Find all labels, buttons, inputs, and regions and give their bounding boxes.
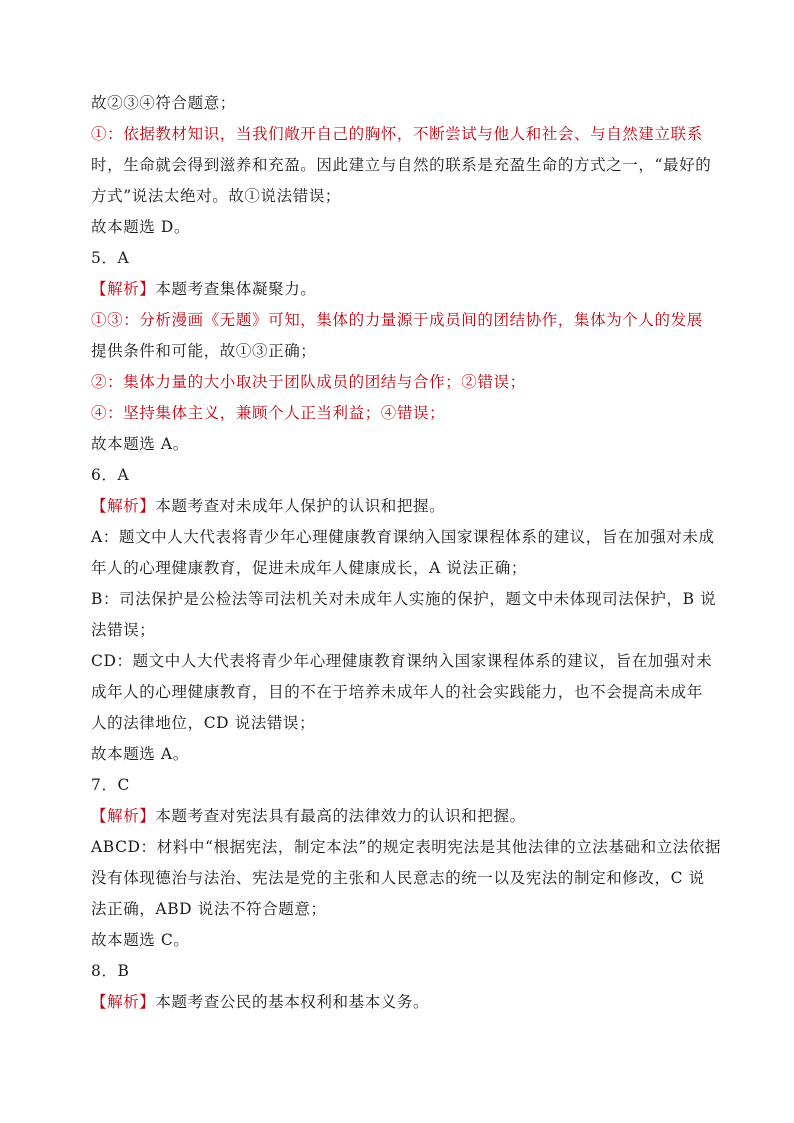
text-line: 故②③④符合题意； [91,94,236,112]
text-line: ②：集体力量的大小取决于团队成员的团结与合作；②错误； [91,373,526,391]
text-line: 8．B [91,962,130,980]
text-line: ①③：分析漫画《无题》可知，集体的力量源于成员间的团结协作，集体为个人的发展 [91,311,703,329]
text-line [91,274,706,305]
document-page [91,88,722,1018]
text-line: 故本题选 C。 [91,931,190,949]
text-line: 5．A [91,249,130,267]
text-line: 成年人的心理健康教育，目的不在于培养未成年人的社会实践能力，也不会提高未成年 [91,683,703,701]
analysis-label: 【解析】 [91,993,156,1011]
text-line: 故本题选 A。 [91,435,189,453]
text-line: B：司法保护是公检法等司法机关对未成年人实施的保护，题文中未体现司法保护，B 说 [91,590,717,608]
text-line: A：题文中人大代表将青少年心理健康教育课纳入国家课程体系的建议，旨在加强对未成 [91,528,715,546]
text-line: 提供条件和可能，故①③正确； [91,342,317,360]
text-line: ABCD：材料中“根据宪法，制定本法”的规定表明宪法是其他法律的立法基础和立法依据 [91,838,722,856]
text-line: 年人的心理健康教育，促进未成年人健康成长，A 说法正确； [91,559,527,577]
analysis-label: 【解析】 [91,280,156,298]
text-line: 时，生命就会得到滋养和充盈。因此建立与自然的联系是充盈生命的方式之一，“最好的 [91,156,712,174]
text-line: 人的法律地位，CD 说法错误； [91,714,316,732]
analysis-text: 本题考查对宪法具有最高的法律效力的认识和把握。 [155,807,526,825]
answer-explanation-text [91,88,722,1018]
analysis-text: 本题考查集体凝聚力。 [155,280,317,298]
text-line: CD：题文中人大代表将青少年心理健康教育课纳入国家课程体系的建议，旨在加强对未 [91,652,713,670]
text-line: 6．A [91,466,130,484]
text-line: 法错误； [91,621,156,639]
text-line [91,801,706,832]
analysis-label: 【解析】 [91,497,156,515]
analysis-text: 本题考查公民的基本权利和基本义务。 [155,993,430,1011]
text-line [91,987,706,1018]
text-line: 7．C [91,776,131,794]
text-line: ④：坚持集体主义，兼顾个人正当利益；④错误； [91,404,446,422]
analysis-label: 【解析】 [91,807,156,825]
text-line: 没有体现德治与法治、宪法是党的主张和人民意志的统一以及宪法的制定和修改，C 说 [91,869,705,887]
analysis-text: 本题考查对未成年人保护的认识和把握。 [155,497,446,515]
text-line: 方式”说法太绝对。故①说法错误； [91,187,342,205]
text-line: 故本题选 A。 [91,745,189,763]
text-line: 故本题选 D。 [91,218,191,236]
text-line: 法正确，ABD 说法不符合题意； [91,900,327,918]
text-line [91,491,706,522]
text-line: ①：依据教材知识，当我们敞开自己的胸怀，不断尝试与他人和社会、与自然建立联系 [91,125,703,143]
